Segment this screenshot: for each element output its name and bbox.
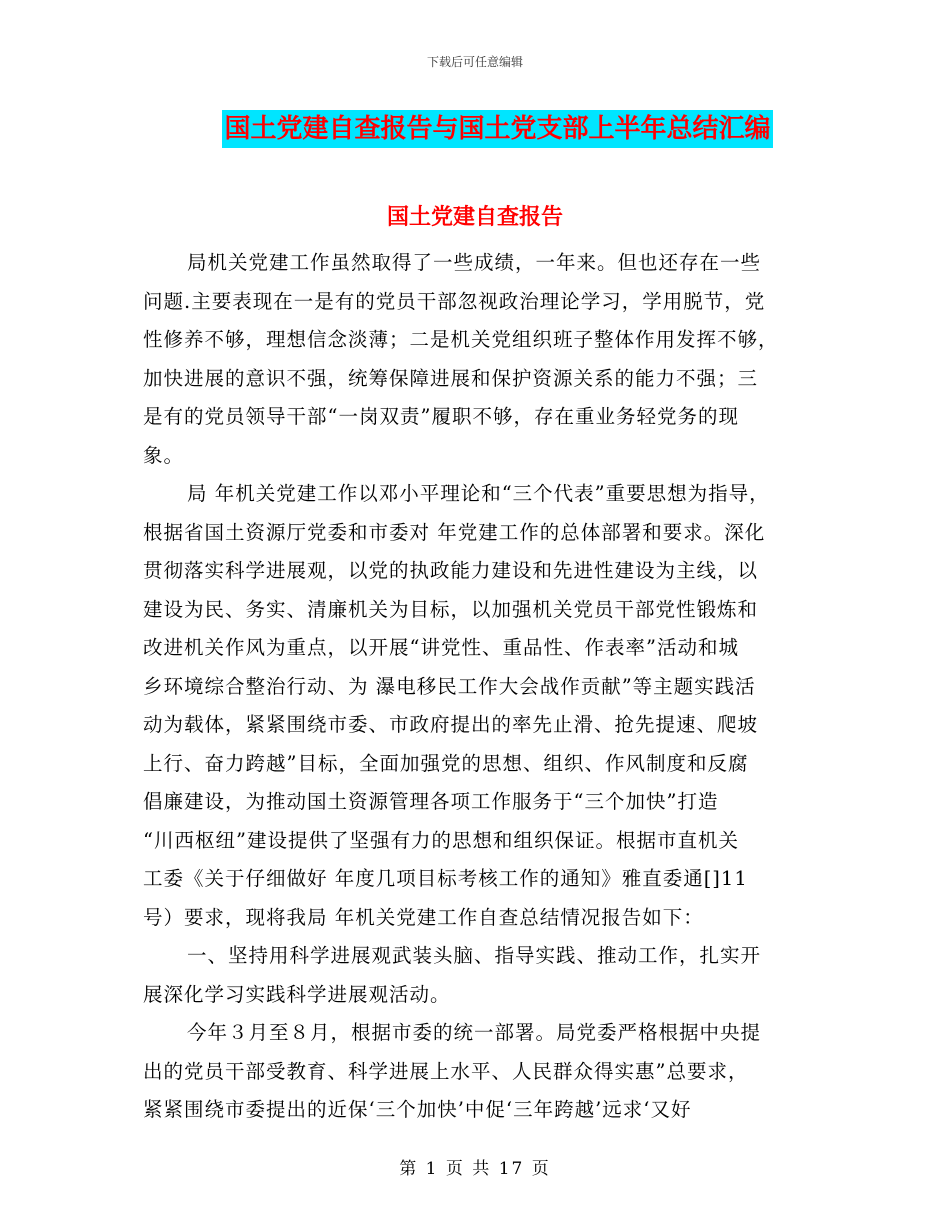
paragraph-line: 号）要求，现将我局 年机关党建工作自查总结情况报告如下： <box>143 905 704 929</box>
section-title: 国土党建自查报告 <box>386 204 563 230</box>
paragraph-line: 一、坚持用科学进展观武装头脑、指导实践、推动工作，扎实开 <box>187 944 762 967</box>
page-footer: 第 1 页 共 17 页 <box>399 1159 551 1179</box>
paragraph-line: “川西枢纽”建设提供了坚强有力的思想和组织保证。根据市直机关 <box>143 828 739 852</box>
document-title: 国土党建自查报告与国土党支部上半年总结汇编 <box>222 110 772 148</box>
paragraph-line: 局机关党建工作虽然取得了一些成绩，一年来。但也还存在一些 <box>187 251 762 274</box>
paragraph-line: 工委《关于仔细做好 年度几项目标考核工作的通知》雅直委通[]11 <box>143 867 748 890</box>
paragraph-line: 问题.主要表现在一是有的党员干部忽视政治理论学习，学用脱节，党 <box>143 289 766 313</box>
paragraph-line: 上行、奋力跨越”目标，全面加强党的思想、组织、作风制度和反腐 <box>143 751 749 775</box>
document-title-wrap <box>0 110 950 148</box>
paragraph-line: 性修养不够，理想信念淡薄；二是机关党组织班子整体作用发挥不够， <box>143 328 779 351</box>
paragraph-line: 局 年机关党建工作以邓小平理论和“三个代表”重要思想为指导， <box>187 482 770 505</box>
paragraph-line: 紧紧围绕市委提出的近保‘三个加快’中促‘三年跨越’远求‘又好 <box>143 1098 692 1121</box>
paragraph-line: 加快进展的意识不强，统筹保障进展和保护资源关系的能力不强；三 <box>143 366 759 390</box>
document-body <box>143 244 808 1130</box>
paragraph-line: 出的党员干部受教育、科学进展上水平、人民群众得实惠”总要求， <box>143 1059 749 1083</box>
paragraph-line: 是有的党员领导干部“一岗双责”履职不够，存在重业务轻党务的现 <box>143 405 739 428</box>
paragraph-line: 乡环境综合整治行动、为 瀑电移民工作大会战作贡献”等主题实践活 <box>143 674 756 698</box>
paragraph-line: 改进机关作风为重点，以开展“讲党性、重品性、作表率”活动和城 <box>143 636 739 659</box>
header-note: 下载后可任意编辑 <box>426 55 523 69</box>
paragraph-line: 建设为民、务实、清廉机关为目标，以加强机关党员干部党性锻炼和 <box>143 597 759 621</box>
paragraph-line: 动为载体，紧紧围绕市委、市政府提出的率先止滑、抢先提速、爬坡 <box>143 713 759 736</box>
paragraph-line: 根据省国土资源厅党委和市委对 年党建工作的总体部署和要求。深化 <box>143 520 766 544</box>
paragraph-line: 象。 <box>143 443 185 467</box>
paragraph-line: 今年３月至８月，根据市委的统一部署。局党委严格根据中央提 <box>187 1021 762 1044</box>
paragraph-line: 倡廉建设，为推动国土资源管理各项工作服务于“三个加快”打造 <box>143 790 719 813</box>
paragraph-line: 展深化学习实践科学进展观活动。 <box>143 982 451 1006</box>
paragraph-line: 贯彻落实科学进展观，以党的执政能力建设和先进性建设为主线，以 <box>143 559 759 582</box>
